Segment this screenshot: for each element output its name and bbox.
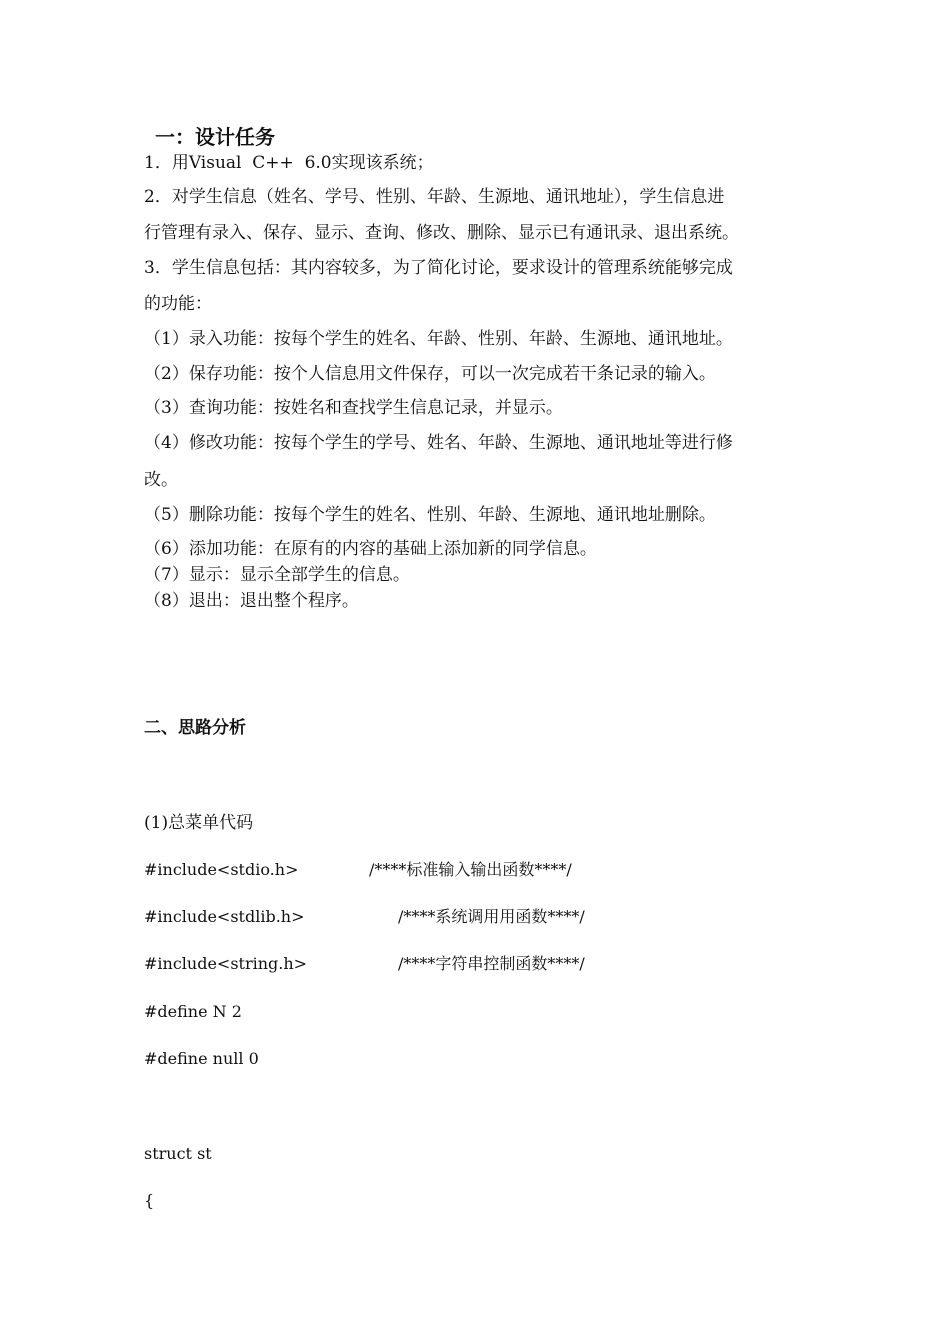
task-line-10: 改。: [144, 470, 178, 490]
task-line-3: 行管理有录入、保存、显示、查询、修改、删除、显示已有通讯录、退出系统。: [144, 223, 739, 243]
task-line-9: （4）修改功能：按每个学生的学号、姓名、年龄、生源地、通讯地址等进行修: [144, 433, 733, 453]
task-line-1: 1．用Visual C++ 6.0实现该系统；: [144, 153, 434, 173]
task-line-4: 3．学生信息包括：其内容较多，为了简化讨论，要求设计的管理系统能够完成: [144, 258, 733, 278]
code-comment-string: /****字符串控制函数****/: [398, 954, 585, 973]
code-line-define-null: #define null 0: [144, 1049, 259, 1068]
menu-code-subtitle: (1)总菜单代码: [144, 813, 254, 833]
section-2-heading: 二、思路分析: [144, 718, 246, 738]
section-1-heading: 一：设计任务: [155, 125, 275, 149]
task-line-2: 2．对学生信息（姓名、学号、性别、年龄、生源地、通讯地址），学生信息进: [144, 187, 725, 207]
code-line-include-string: #include<string.h>: [144, 954, 308, 973]
task-line-14: （8）退出：退出整个程序。: [144, 591, 359, 611]
code-line-open-brace: {: [144, 1191, 155, 1210]
task-line-8: （3）查询功能：按姓名和查找学生信息记录，并显示。: [144, 398, 563, 418]
task-line-6: （1）录入功能：按每个学生的姓名、年龄、性别、年龄、生源地、通讯地址。: [144, 329, 733, 349]
code-line-include-stdio: #include<stdio.h>: [144, 860, 299, 879]
task-line-11: （5）删除功能：按每个学生的姓名、性别、年龄、生源地、通讯地址删除。: [144, 505, 716, 525]
task-line-13: （7）显示：显示全部学生的信息。: [144, 565, 410, 585]
code-line-define-n: #define N 2: [144, 1002, 242, 1021]
code-comment-stdlib: /****系统调用用函数****/: [398, 907, 585, 926]
code-line-struct: struct st: [144, 1144, 212, 1163]
code-line-include-stdlib: #include<stdlib.h>: [144, 907, 305, 926]
task-line-5: 的功能：: [144, 294, 212, 314]
task-line-7: （2）保存功能：按个人信息用文件保存，可以一次完成若干条记录的输入。: [144, 364, 716, 384]
code-comment-stdio: /****标准输入输出函数****/: [369, 860, 572, 879]
task-line-12: （6）添加功能：在原有的内容的基础上添加新的同学信息。: [144, 539, 597, 559]
